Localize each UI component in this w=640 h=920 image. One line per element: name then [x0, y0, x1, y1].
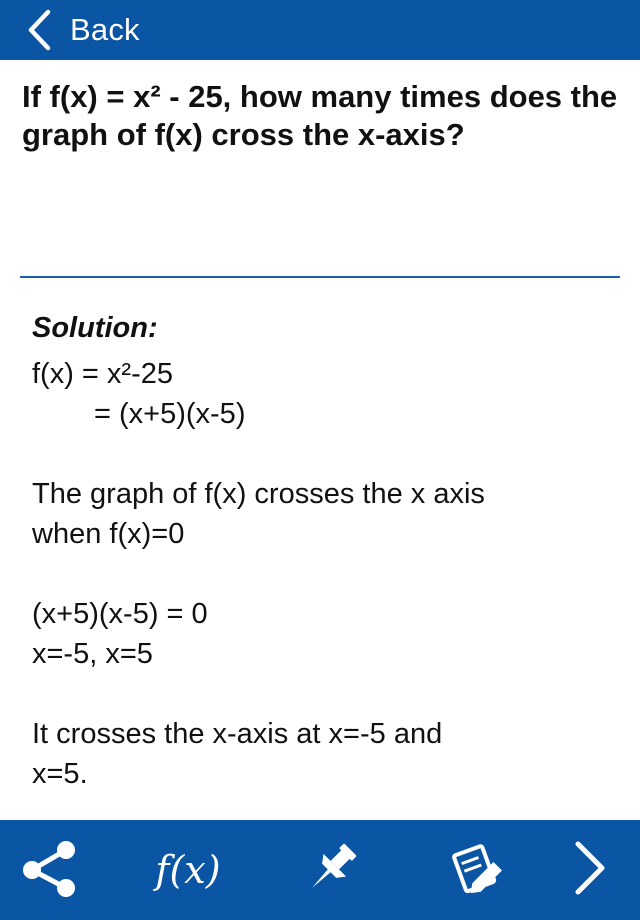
back-button[interactable] [0, 0, 140, 60]
formula-button[interactable] [138, 820, 238, 920]
notes-icon [445, 837, 507, 904]
pin-icon [302, 838, 362, 903]
spacer [32, 674, 612, 714]
solution-line: = (x+5)(x-5) [94, 398, 246, 430]
solution-line: The graph of f(x) crosses the x axis [32, 478, 485, 510]
solution-heading: Solution: [32, 312, 158, 344]
formula-icon: f(x) [155, 848, 221, 892]
share-icon [20, 838, 80, 903]
next-button[interactable] [540, 820, 640, 920]
notes-button[interactable] [426, 820, 526, 920]
solution-line: It crosses the x-axis at x=-5 and [32, 718, 443, 750]
share-button[interactable] [0, 820, 100, 920]
solution-line: f(x) = x²-25 [32, 358, 173, 390]
solution-line: when f(x)=0 [32, 518, 185, 550]
bottom-toolbar [0, 820, 640, 920]
divider [20, 276, 620, 278]
spacer [32, 434, 612, 474]
question-text: If f(x) = x² - 25, how many times does the graph of f(x) cross the x-axis? [22, 79, 618, 152]
spacer [32, 554, 612, 594]
back-label: Back [70, 12, 140, 47]
solution-line: (x+5)(x-5) = 0 [32, 598, 208, 630]
solution-line: x=-5, x=5 [32, 638, 153, 670]
chevron-right-icon [570, 838, 610, 903]
pin-button[interactable] [282, 820, 382, 920]
solution-panel [32, 308, 612, 794]
top-nav-bar [0, 0, 640, 60]
chevron-left-icon [26, 9, 52, 51]
solution-line: x=5. [32, 758, 88, 790]
